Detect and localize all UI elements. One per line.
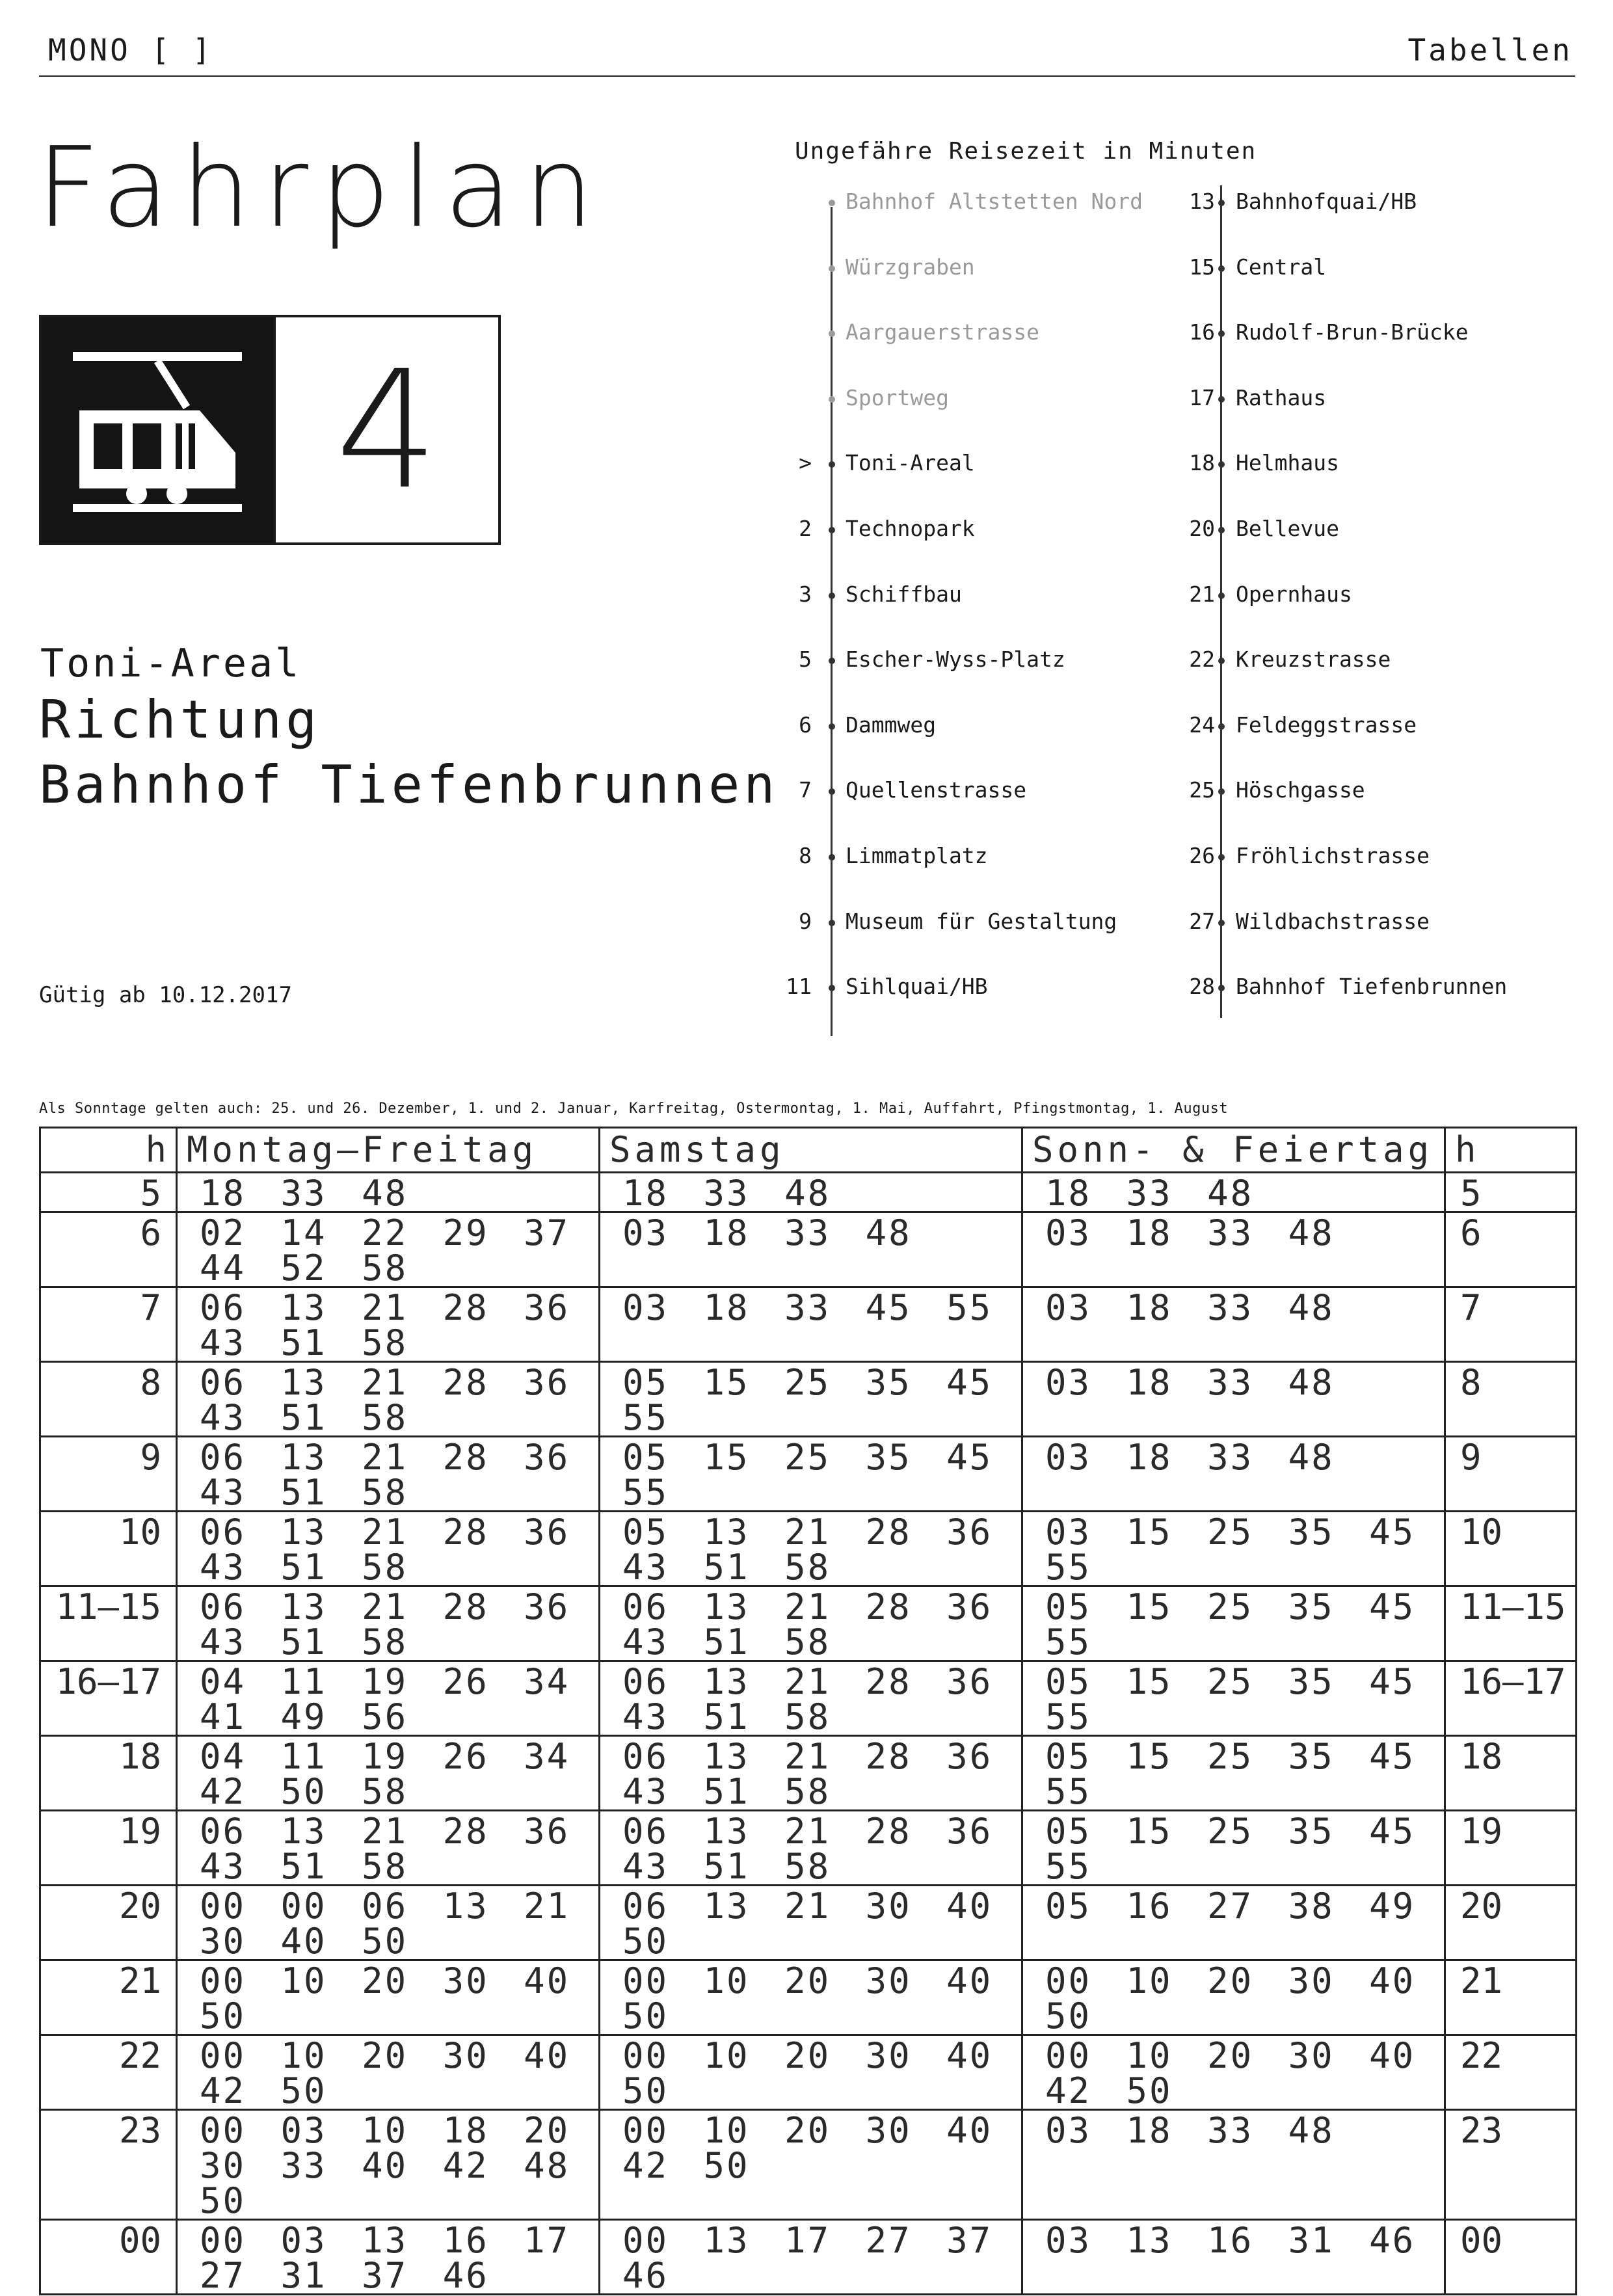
stop-travel-time: 22 [1189,647,1215,672]
hour-cell-right: 10 [1445,1512,1577,1586]
weekday-minutes: 00 10 20 30 40 42 50 [177,2035,600,2110]
stop-name: Toni-Areal [846,450,975,475]
stop-name: Helmhaus [1236,450,1339,475]
weekday-minutes: 06 13 21 28 36 43 51 58 [177,1437,600,1512]
stop-travel-time: 18 [1189,450,1215,475]
sunday-minutes: 05 16 27 38 49 [1022,1886,1445,1960]
weekday-minutes: 04 11 19 26 34 42 50 58 [177,1736,600,1811]
saturday-minutes: 00 13 17 27 37 46 [600,2220,1022,2295]
stop-travel-time: 8 [799,843,812,868]
stop-name: Höschgasse [1236,777,1365,803]
hour-cell-right: 5 [1445,1173,1577,1212]
hour-cell: 9 [40,1437,177,1512]
weekday-minutes: 00 10 20 30 40 50 [177,1960,600,2035]
stop-dot [1218,200,1225,206]
stop-name: Limmatplatz [846,843,988,868]
hour-cell: 22 [40,2035,177,2110]
hour-cell-right: 11—15 [1445,1586,1577,1661]
stop-name: Museum für Gestaltung [846,909,1117,934]
stop-dot [1218,461,1225,468]
stop-travel-time: 5 [799,647,812,672]
line-number: 4 [273,317,498,542]
stop-name: Fröhlichstrasse [1236,843,1430,868]
table-row [40,2220,1577,2295]
timetable-header-row [40,1128,1577,1173]
hour-cell-right: 00 [1445,2220,1577,2295]
stop-dot [1218,527,1225,533]
sunday-minutes: 03 18 33 48 [1022,1362,1445,1437]
table-row [40,1586,1577,1661]
sunday-minutes: 05 15 25 35 45 55 [1022,1586,1445,1661]
hour-cell: 6 [40,1212,177,1287]
hour-cell-right: 18 [1445,1736,1577,1811]
stop-dot [829,985,835,991]
saturday-minutes: 18 33 48 [600,1173,1022,1212]
stop-name: Dammweg [846,712,937,738]
hour-cell-right: 21 [1445,1960,1577,2035]
weekday-minutes: 06 13 21 28 36 43 51 58 [177,1362,600,1437]
hour-cell: 00 [40,2220,177,2295]
brand-label: MONO [ ] [48,33,213,68]
stop-travel-time: 7 [799,777,812,803]
hour-cell-right: 20 [1445,1886,1577,1960]
stop-dot [829,658,835,664]
header-saturday: Samstag [600,1128,1022,1173]
stop-name: Bahnhof Tiefenbrunnen [1236,974,1508,999]
table-row [40,1886,1577,1960]
stop-name: Bellevue [1236,516,1339,541]
stop-dot [1218,854,1225,861]
table-row [40,1212,1577,1287]
tram-pictogram [60,332,255,527]
stop-travel-time: 6 [799,712,812,738]
saturday-minutes: 05 15 25 35 45 55 [600,1437,1022,1512]
weekday-minutes: 06 13 21 28 36 43 51 58 [177,1287,600,1362]
stop-dot [829,200,835,206]
weekday-minutes: 00 03 10 18 20 30 33 40 42 48 50 [177,2110,600,2220]
hour-cell: 18 [40,1736,177,1811]
hour-cell: 7 [40,1287,177,1362]
saturday-minutes: 00 10 20 30 40 42 50 [600,2110,1022,2220]
stop-name: Quellenstrasse [846,777,1027,803]
stop-travel-time: 26 [1189,843,1215,868]
hour-cell-right: 23 [1445,2110,1577,2220]
stop-dot [1218,265,1225,272]
weekday-minutes: 02 14 22 29 37 44 52 58 [177,1212,600,1287]
page-title: Fahrplan [36,124,606,252]
stop-name: Bahnhofquai/HB [1236,189,1417,214]
table-row [40,1512,1577,1586]
tram-icon [42,317,273,542]
saturday-minutes: 03 18 33 45 55 [600,1287,1022,1362]
stop-dot [829,723,835,730]
stop-dot [1218,593,1225,599]
stop-travel-time: 15 [1189,254,1215,280]
hour-cell-right: 19 [1445,1811,1577,1886]
hour-cell-right: 9 [1445,1437,1577,1512]
saturday-minutes: 03 18 33 48 [600,1212,1022,1287]
sunday-minutes: 03 18 33 48 [1022,1287,1445,1362]
header-divider [39,75,1575,77]
hour-cell-right: 6 [1445,1212,1577,1287]
hour-cell-right: 8 [1445,1362,1577,1437]
sunday-minutes: 03 18 33 48 [1022,1437,1445,1512]
stop-dot [829,593,835,599]
hour-cell-right: 22 [1445,2035,1577,2110]
weekday-minutes: 00 00 06 13 21 30 40 50 [177,1886,600,1960]
hour-cell-right: 7 [1445,1287,1577,1362]
stop-name: Sihlquai/HB [846,974,988,999]
stop-dot [1218,658,1225,664]
stop-name: Aargauerstrasse [846,319,1040,345]
table-row [40,1811,1577,1886]
table-row [40,1437,1577,1512]
stop-travel-time: 27 [1189,909,1215,934]
table-row [40,1362,1577,1437]
section-label: Tabellen [1407,33,1573,68]
stop-dot [1218,723,1225,730]
stop-name: Rathaus [1236,385,1327,410]
weekday-minutes: 04 11 19 26 34 41 49 56 [177,1661,600,1736]
stop-travel-time: 24 [1189,712,1215,738]
table-row [40,2110,1577,2220]
sunday-minutes: 05 15 25 35 45 55 [1022,1811,1445,1886]
hour-cell: 19 [40,1811,177,1886]
stop-dot [829,396,835,403]
stop-travel-time: 21 [1189,581,1215,607]
hour-cell: 16—17 [40,1661,177,1736]
header-sunday: Sonn- & Feiertag [1022,1128,1445,1173]
table-row [40,1173,1577,1212]
current-stop: Toni-Areal [40,641,302,686]
stop-travel-time: 28 [1189,974,1215,999]
line-badge [39,315,501,545]
hour-cell: 11—15 [40,1586,177,1661]
hour-cell: 20 [40,1886,177,1960]
stop-name: Technopark [846,516,975,541]
stop-dot [1218,396,1225,403]
validity-date: Gütig ab 10.12.2017 [39,982,292,1008]
stop-dot [829,920,835,926]
saturday-minutes: 06 13 21 28 36 43 51 58 [600,1586,1022,1661]
stop-travel-time: 13 [1189,189,1215,214]
direction-destination: Bahnhof Tiefenbrunnen [39,754,779,815]
stop-name: Wildbachstrasse [1236,909,1430,934]
stop-dot [829,527,835,533]
table-row [40,1736,1577,1811]
stop-dot [829,854,835,861]
stop-dot [829,265,835,272]
hour-cell: 8 [40,1362,177,1437]
table-row [40,1287,1577,1362]
sunday-minutes: 00 10 20 30 40 50 [1022,1960,1445,2035]
stop-name: Würzgraben [846,254,975,280]
sunday-minutes: 03 15 25 35 45 55 [1022,1512,1445,1586]
sunday-minutes: 00 10 20 30 40 42 50 [1022,2035,1445,2110]
stop-dot [1218,920,1225,926]
header-hour-right: h [1445,1128,1577,1173]
saturday-minutes: 06 13 21 28 36 43 51 58 [600,1736,1022,1811]
weekday-minutes: 06 13 21 28 36 43 51 58 [177,1811,600,1886]
header-hour: h [40,1128,177,1173]
sunday-minutes: 03 13 16 31 46 [1022,2220,1445,2295]
stop-name: Sportweg [846,385,949,410]
saturday-minutes: 06 13 21 28 36 43 51 58 [600,1811,1022,1886]
sunday-minutes: 03 18 33 48 [1022,2110,1445,2220]
saturday-minutes: 05 15 25 35 45 55 [600,1362,1022,1437]
stop-dot [829,788,835,795]
sunday-minutes: 18 33 48 [1022,1173,1445,1212]
saturday-minutes: 06 13 21 30 40 50 [600,1886,1022,1960]
stop-dot [829,461,835,468]
hour-cell-right: 16—17 [1445,1661,1577,1736]
route-title: Ungefähre Reisezeit in Minuten [795,138,1257,165]
header-weekday: Montag—Freitag [177,1128,600,1173]
saturday-minutes: 06 13 21 28 36 43 51 58 [600,1661,1022,1736]
stop-name: Feldeggstrasse [1236,712,1417,738]
stop-dot [1218,788,1225,795]
hour-cell: 23 [40,2110,177,2220]
stop-travel-time: 3 [799,581,812,607]
sunday-minutes: 05 15 25 35 45 55 [1022,1661,1445,1736]
timetable [39,1127,1577,2295]
stop-dot [829,330,835,337]
stop-travel-time: 25 [1189,777,1215,803]
hour-cell: 10 [40,1512,177,1586]
stop-name: Kreuzstrasse [1236,647,1391,672]
stop-name: Opernhaus [1236,581,1352,607]
stop-travel-time: 11 [786,974,812,999]
stop-name: Schiffbau [846,581,962,607]
stop-name: Escher-Wyss-Platz [846,647,1065,672]
table-row [40,1960,1577,2035]
direction-label: Richtung [39,689,321,750]
stop-name: Bahnhof Altstetten Nord [846,189,1143,214]
stop-travel-time: 20 [1189,516,1215,541]
stop-name: Central [1236,254,1327,280]
hour-cell: 5 [40,1173,177,1212]
saturday-minutes: 00 10 20 30 40 50 [600,2035,1022,2110]
weekday-minutes: 06 13 21 28 36 43 51 58 [177,1512,600,1586]
weekday-minutes: 00 03 13 16 17 27 31 37 46 [177,2220,600,2295]
sunday-minutes: 03 18 33 48 [1022,1212,1445,1287]
weekday-minutes: 06 13 21 28 36 43 51 58 [177,1586,600,1661]
stop-travel-time: 16 [1189,319,1215,345]
stop-travel-time: > [799,450,812,475]
stop-travel-time: 9 [799,909,812,934]
saturday-minutes: 00 10 20 30 40 50 [600,1960,1022,2035]
hour-cell: 21 [40,1960,177,2035]
route-line-right [1220,185,1222,1018]
stop-dot [1218,330,1225,337]
stop-travel-time: 2 [799,516,812,541]
sunday-minutes: 05 15 25 35 45 55 [1022,1736,1445,1811]
table-row [40,1661,1577,1736]
stop-travel-time: 17 [1189,385,1215,410]
weekday-minutes: 18 33 48 [177,1173,600,1212]
stop-dot [1218,985,1225,991]
saturday-minutes: 05 13 21 28 36 43 51 58 [600,1512,1022,1586]
holiday-note: Als Sonntage gelten auch: 25. und 26. Dezember, 1. und 2. Januar, Karfreitag, Ostermontag, 1. Mai, Auffahrt, Pfingstmontag, 1. August [39,1101,1229,1117]
table-row [40,2035,1577,2110]
stop-name: Rudolf-Brun-Brücke [1236,319,1469,345]
